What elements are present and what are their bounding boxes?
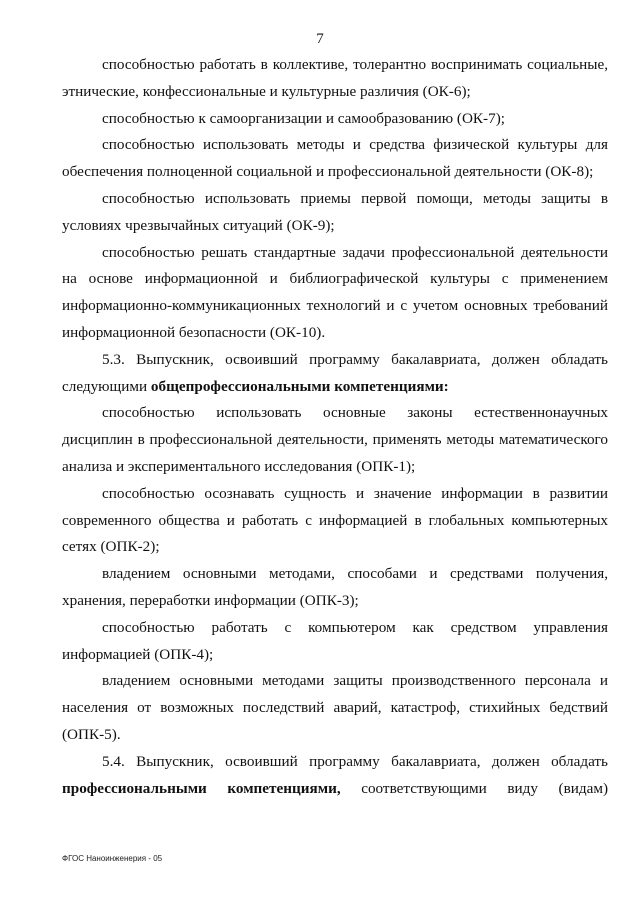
section-5-3-lead: 5.3. Выпускник, освоивший программу бакалавриата, должен обладать следующими <box>62 350 608 395</box>
paragraph-opk-2: способностью осознавать сущность и значение информации в развитии современного общества и работать с информацией в глобальных компьютерных сетях (ОПК-2); <box>62 484 608 556</box>
section-5-4-tail: соответствующими виду (видам) <box>340 779 609 797</box>
paragraph-opk-5: владением основными методами защиты производственного персонала и населения от возможных последствий аварий, катастроф, стихийных бедствий (ОПК-5). <box>62 672 608 743</box>
paragraph-ok-7: способностью к самоорганизации и самообразованию (ОК-7); <box>102 109 505 127</box>
paragraph-ok-8: способностью использовать методы и средства физической культуры для обеспечения полноценной социальной и профессиональной деятельности (ОК-8); <box>62 136 608 181</box>
section-5-4-lead: 5.4. Выпускник, освоивший программу бакалавриата, должен обладать <box>102 752 608 770</box>
paragraph-ok-6: способностью работать в коллективе, толерантно воспринимать социальные, этнические, конфессиональные и культурные различия (ОК-6); <box>62 56 608 100</box>
paragraph-opk-4: способностью работать с компьютером как средством управления информацией (ОПК-4); <box>62 618 608 663</box>
page-number: 7 <box>316 31 324 47</box>
paragraph-opk-1: способностью использовать основные законы естественнонаучных дисциплин в профессиональной деятельности, применять методы математического анализа и экспериментального исследования (ОПК-1); <box>62 404 608 475</box>
section-5-3-intro <box>62 347 608 401</box>
section-5-4-intro <box>62 749 608 803</box>
paragraph-opk-3: владением основными методами, способами и средствами получения, хранения, переработки информации (ОПК-3); <box>62 565 608 609</box>
section-5-3-bold-term: общепрофессиональными компетенциями: <box>150 377 449 395</box>
section-5-4-bold-term: профессиональными компетенциями, <box>62 779 341 797</box>
paragraph-ok-10: способностью решать стандартные задачи профессиональной деятельности на основе информационной и библиографической культуры с применением информационно-коммуникационных технологий и с учетом основных требований информационной безопасности (ОК-10). <box>62 243 608 341</box>
document-body <box>62 52 608 802</box>
page-footer: ФГОС Наноинженерия - 05 <box>62 854 163 863</box>
paragraph-ok-9: способностью использовать приемы первой помощи, методы защиты в условиях чрезвычайных ситуаций (ОК-9); <box>62 189 608 234</box>
